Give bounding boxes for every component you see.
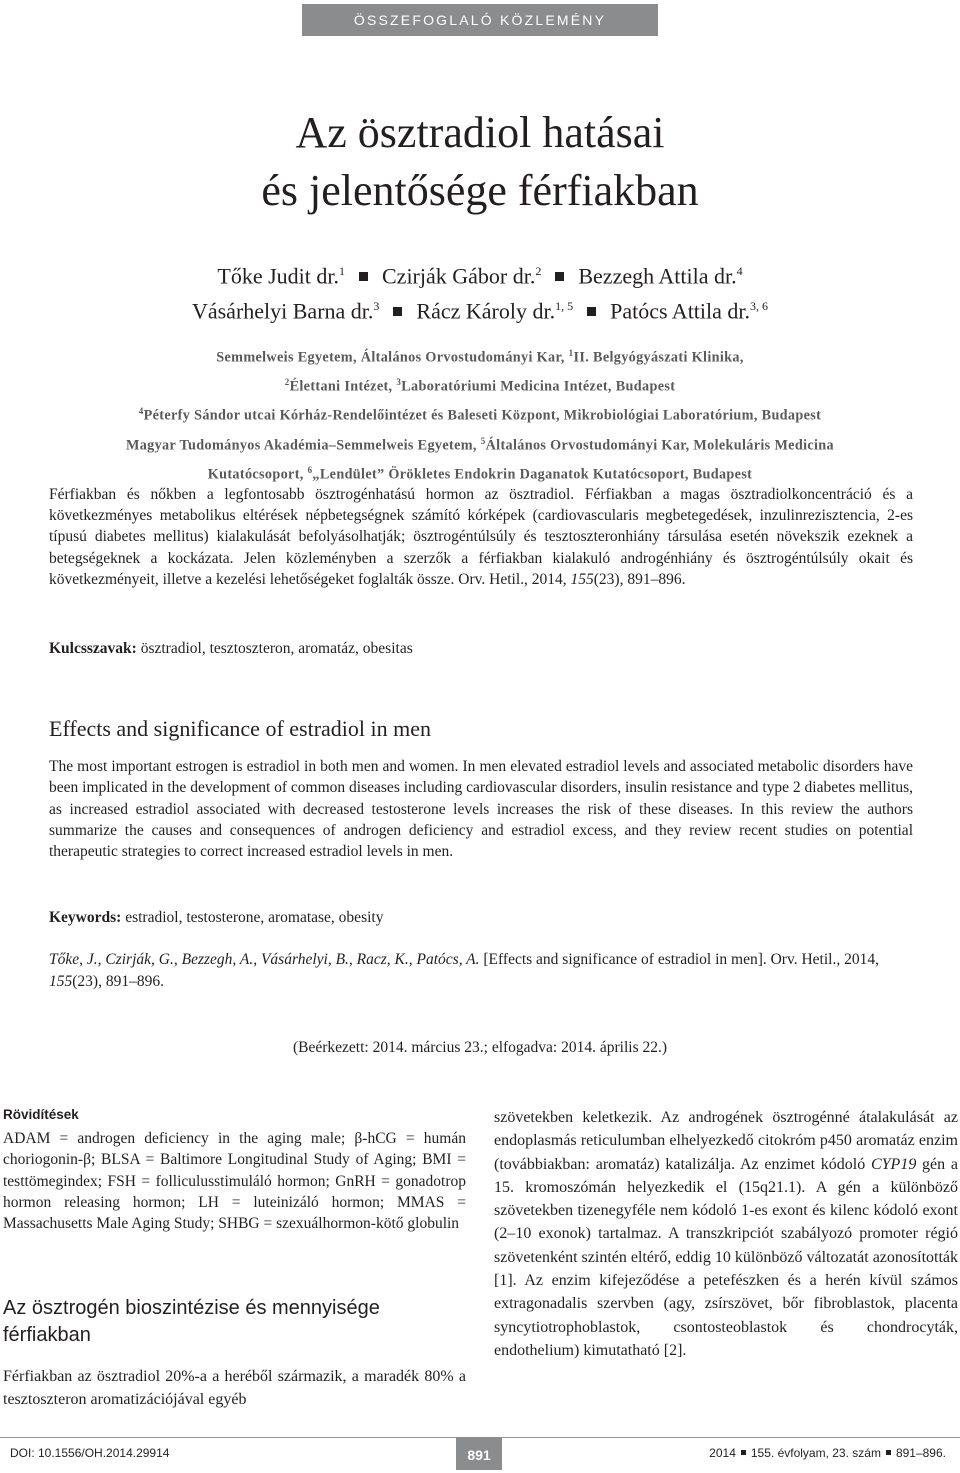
citation: Tőke, J., Czirják, G., Bezzegh, A., Vásárhelyi, B., Racz, K., Patócs, A. [Effects and significance of estradiol in men]. Orv. Hetil., 2014, 155(23), 891–896. (49, 951, 879, 990)
abstract-hungarian: Férfiakban és nőkben a legfontosabb ösztrogénhatású hormon az ösztradiol. Férfiakban a magas ösztradiolkoncentráció és a következményes metabolikus eltérések népbetegségnek számító kórképek (cardiovascularis megbetegedések, inzulinrezisztencia, 2-es típusú diabetes mellitus) kialakulását befolyásolhatják; ösztrogéntúlsúly és tesztoszteronhiány társulása esetén növekszik ezeknek a betegségeknek a kockázata. Jelen közleményben a szerzők a férfiakban kialakuló androgénhiány és ösztrogéntúlsúly okait és következményeit, illetve a kezelési lehetőségeket foglalták össze. Orv. Hetil., 2014, 155(23), 891–896. (49, 486, 913, 588)
received-dates: (Beérkezett: 2014. március 23.; elfogadva: 2014. április 22.) (292, 1039, 668, 1056)
keywords-hungarian: Kulcsszavak: ösztradiol, tesztoszteron, aromatáz, obesitas (49, 640, 413, 657)
gene-name: CYP19 (870, 1155, 917, 1173)
author-affil-sup: 4 (736, 264, 743, 278)
author-row-2 (0, 291, 960, 326)
separator-square-icon (741, 1450, 746, 1455)
author-name: Vásárhelyi Barna dr. (191, 298, 374, 324)
author-name: Czirják Gábor dr. (382, 263, 536, 289)
right-column-text: szövetekben keletkezik. Az androgének ösztrogénné átalakulását az endoplasmás reticulumban elhelyezkedő citokróm p450 aromatáz enzim (továbbiakban: aromatáz) katalizálja. Az enzimet kódoló CYP19 gén a 15. kromoszómán helyezkedik el (15q21.1). A gén a különböző szövetekben tizenegyféle nem kódoló 1-es exont és kilenc kódoló exont (2–10 exonok) tartalmaz. A transzkripciót szabályozó promoter régió szövetenként szintén eltérő, eddig 10 különböző változatát azonosították [1]. Az enzim kifejeződése a petefészken és a herén kívül számos extragonadalis szervben (agy, zsírszövet, bőr fibroblastok, placenta syncytiotrophoblastok, csontosteoblastok és chondrocyták, endothelium) kimutatható [2]. (494, 1109, 958, 1359)
title-line-1: Az ösztradiol hatásai (295, 108, 665, 157)
footer-issue-info: 2014 155. évfolyam, 23. szám 891–896. (709, 1446, 946, 1460)
author-affil-sup: 3, 6 (750, 299, 769, 314)
citation-authors: Tőke, J., Czirják, G., Bezzegh, A., Vásárhelyi, B., Racz, K., Patócs, A. (49, 951, 480, 968)
author-row-1 (0, 256, 960, 291)
separator-square-icon (886, 1450, 891, 1455)
volume-number: 155 (570, 570, 594, 588)
author-name: Tőke Judit dr. (217, 263, 339, 289)
section-header-band: ÖSSZEFOGLALÓ KÖZLEMÉNY (302, 4, 658, 36)
separator-square-icon (393, 307, 402, 316)
separator-square-icon (555, 272, 564, 281)
abbreviations-text: ADAM = androgen deficiency in the aging male; β-hCG = humán choriogonin-β; BLSA = Baltimore Longitudinal Study of Aging; BMI = testtömegindex; FSH = folliculusstimuláló hormon; GnRH = gonadotrop hormon releasing hormon; LH = luteinizáló hormon; MMAS = Massachusetts Male Aging Study; SHBG = szexuálhormon-kötő globulin (3, 1130, 466, 1233)
footer-doi: DOI: 10.1556/OH.2014.29914 (10, 1446, 170, 1460)
article-title (0, 104, 960, 220)
english-title: Effects and significance of estradiol in men (49, 716, 432, 741)
affiliation-line: $^4$Péterfy Sándor utcai Kórház-Rendelőintézet és Baleseti Központ, Mikrobiológiai Laboratórium, Budapest (138, 406, 822, 425)
author-name: Bezzegh Attila dr. (578, 263, 737, 289)
author-affil-sup: 1 (339, 264, 345, 278)
abbreviations-heading: Rövidítések (3, 1107, 79, 1122)
separator-square-icon (587, 307, 596, 316)
abstract-english: The most important estrogen is estradiol in both men and women. In men elevated estradiol levels and associated metabolic disorders have been implicated in the development of common diseases including cardiovascular disorders, insulin resistance and type 2 diabetes mellitus, as increased estradiol associated with decreased testosterone levels increases the risk of these diseases. In this review the authors summarize the causes and consequences of androgen deficiency and estradiol excess, and they review recent studies on potential therapeutic strategies to correct increased estradiol levels in men. (49, 758, 913, 861)
section-heading: Az ösztrogén bioszintézise és mennyisége férfiakban (3, 1297, 380, 1346)
keywords-label: Keywords: (49, 909, 122, 926)
affiliation-line: Kutatócsoport, $^6$„Lendület” Örökletes Endokrin Daganatok Kutatócsoport, Budapest (207, 464, 753, 483)
keywords-label: Kulcsszavak: (49, 640, 137, 657)
affiliation-line: Semmelweis Egyetem, Általános Orvostudományi Kar, $^1$II. Belgyógyászati Klinika, (216, 348, 744, 366)
author-list (0, 256, 960, 327)
volume-number: 155 (49, 972, 73, 990)
author-affil-sup: 3 (373, 299, 380, 314)
affiliations (40, 341, 920, 487)
page-number: 891 (456, 1437, 502, 1470)
author-name: Rácz Károly dr. (416, 298, 556, 324)
separator-square-icon (359, 272, 368, 281)
author-name: Patócs Attila dr. (610, 298, 751, 324)
keywords-english: Keywords: estradiol, testosterone, aromatase, obesity (49, 909, 384, 926)
affiliation-line: $^2$Élettani Intézet, $^3$Laboratóriumi Medicina Intézet, Budapest (284, 377, 676, 395)
author-affil-sup: 1, 5 (555, 299, 574, 314)
section-body-text: Férfiakban az ösztradiol 20%-a a heréből származik, a maradék 80% a tesztoszteron aromatizációjával egyéb (3, 1368, 466, 1409)
title-line-2: és jelentősége férfiakban (261, 166, 699, 215)
affiliation-line: Magyar Tudományos Akadémia–Semmelweis Egyetem, $^5$Általános Orvostudományi Kar, Molekuláris Medicina (125, 435, 834, 454)
author-affil-sup: 2 (535, 264, 542, 278)
